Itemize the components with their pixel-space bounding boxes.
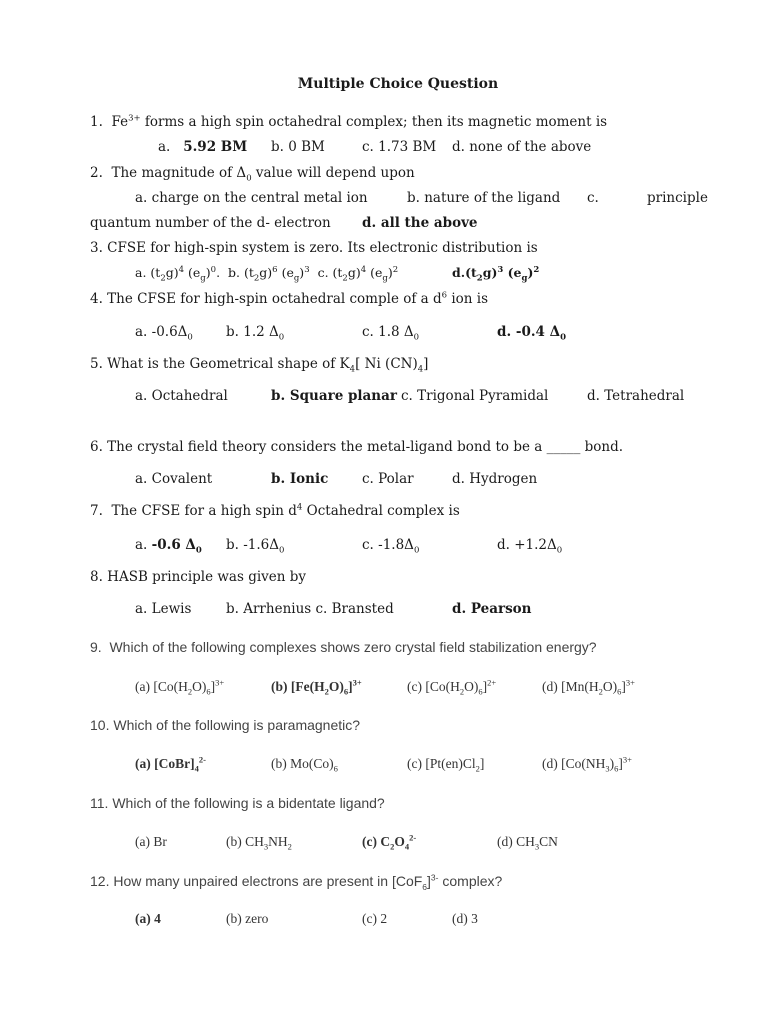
q6-option-b: b. Ionic bbox=[271, 471, 329, 487]
q10-option-d: (d) $[Co(NH_3)_6]^{3+}$ bbox=[542, 754, 632, 774]
q3-option-b: b. $(t_2g)^6$ $(e_g)^3$ bbox=[228, 264, 310, 284]
q2-option-a: a. charge on the central metal ion bbox=[135, 190, 368, 206]
q2-option-b: b. nature of the ligand bbox=[407, 190, 561, 206]
q5-option-c: c. Trigonal Pyramidal bbox=[401, 388, 549, 404]
q3-options bbox=[135, 264, 399, 284]
q3-option-a: a. $(t_2g)^4$ $(e_g)^0$. bbox=[135, 264, 221, 284]
q9-option-b: (b) $[Fe(H_2O)_6]^{3+}$ bbox=[271, 677, 362, 697]
q7-option-b: b. $-1.6\Delta_0$ bbox=[226, 537, 285, 556]
q11-option-b: (b) $CH_3NH_2$ bbox=[226, 834, 292, 852]
question-11: 11. Which of the following is a bidentate ligand? bbox=[90, 795, 385, 811]
q11-option-a: (a) Br bbox=[135, 834, 167, 849]
q12-option-b: (b) zero bbox=[226, 911, 269, 926]
q8-option-b-c: b. Arrhenius c. Bransted bbox=[226, 601, 394, 617]
q1-option-c: c. 1.73 BM bbox=[362, 139, 437, 155]
q8-option-d: d. Pearson bbox=[452, 601, 532, 617]
page-title: Multiple Choice Question bbox=[297, 76, 499, 92]
q2-option-c-label: c. bbox=[587, 190, 599, 206]
question-7: 7. The CFSE for a high spin $d^4$ Octahedral complex is bbox=[90, 502, 460, 519]
q5-option-a: a. Octahedral bbox=[135, 388, 228, 404]
q12-option-d: (d) 3 bbox=[452, 911, 478, 926]
q4-option-b: b. 1.2 $\Delta_0$ bbox=[226, 324, 285, 343]
q10-option-a: (a) $[CoBr]_4^{2-}$ bbox=[135, 754, 206, 774]
q2-option-c-text: principle bbox=[647, 190, 708, 206]
q11-option-d: (d) $CH_3CN$ bbox=[497, 834, 558, 852]
q6-option-a: a. Covalent bbox=[135, 471, 213, 487]
question-10: 10. Which of the following is paramagnetic? bbox=[90, 717, 361, 733]
q4-option-a: a. $-0.6\Delta_0$ bbox=[135, 324, 193, 343]
q2-option-d: d. all the above bbox=[362, 215, 478, 231]
q2-option-c-cont: quantum number of the d- electron bbox=[90, 215, 331, 231]
question-6: 6. The crystal field theory considers the metal-ligand bond to be a _____ bond. bbox=[90, 439, 624, 455]
q1-option-b: b. 0 BM bbox=[271, 139, 325, 155]
q7-option-d: d. $+1.2\Delta_0$ bbox=[497, 537, 563, 556]
question-1: 1. $Fe^{3+}$ forms a high spin octahedral complex; then its magnetic moment is bbox=[90, 113, 608, 130]
q4-option-c: c. 1.8 $\Delta_0$ bbox=[362, 324, 420, 343]
q1-option-d: d. none of the above bbox=[452, 139, 592, 155]
q9-option-c: (c) $[Co(H_2O)_6]^{2+}$ bbox=[407, 677, 497, 697]
q10-option-b: (b) $Mo(Co)_6$ bbox=[271, 756, 338, 774]
q4-option-d: d. -0.4 $\Delta_0$ bbox=[497, 324, 567, 343]
q10-option-c: (c) $[Pt(en)Cl_2]$ bbox=[407, 756, 485, 774]
q12-option-a: (a) 4 bbox=[135, 911, 161, 926]
question-9: 9. Which of the following complexes shows zero crystal field stabilization energy? bbox=[90, 639, 597, 655]
question-5: 5. What is the Geometrical shape of $K_4$[ Ni $(CN)_4$] bbox=[90, 356, 429, 375]
q3-option-c: c. $(t_2g)^4$ $(e_g)^2$ bbox=[317, 264, 399, 284]
question-8: 8. HASB principle was given by bbox=[90, 569, 307, 585]
q12-option-c: (c) 2 bbox=[362, 911, 388, 926]
q7-option-a: a. -0.6 $\Delta_0$ bbox=[135, 537, 202, 556]
q11-option-c: (c) $C_2O_4^{2-}$ bbox=[362, 832, 417, 852]
q5-option-b: b. Square planar bbox=[271, 388, 397, 404]
q9-option-d: (d) $[Mn(H_2O)_6]^{3+}$ bbox=[542, 677, 635, 697]
q1-option-a: a. 5.92 BM bbox=[158, 139, 248, 155]
q6-option-d: d. Hydrogen bbox=[452, 471, 538, 487]
q3-option-d: $d.(t_2g)^3$ $(e_g)^2$ bbox=[452, 264, 540, 284]
question-3: 3. CFSE for high-spin system is zero. Its electronic distribution is bbox=[90, 240, 538, 256]
q6-option-c: c. Polar bbox=[362, 471, 414, 487]
question-4: 4. The CFSE for high-spin octahedral comple of a $d^6$ ion is bbox=[90, 290, 489, 307]
q9-option-a: (a) $[Co(H_2O)_6]^{3+}$ bbox=[135, 677, 225, 697]
question-2: 2. The magnitude of $\Delta_0$ value will depend upon bbox=[90, 165, 415, 184]
q5-option-d: d. Tetrahedral bbox=[587, 388, 685, 404]
q8-option-a: a. Lewis bbox=[135, 601, 192, 617]
question-12: 12. How many unpaired electrons are present in $[CoF_6]^{3-}$ complex? bbox=[90, 872, 503, 892]
q7-option-c: c. $-1.8\Delta_0$ bbox=[362, 537, 420, 556]
